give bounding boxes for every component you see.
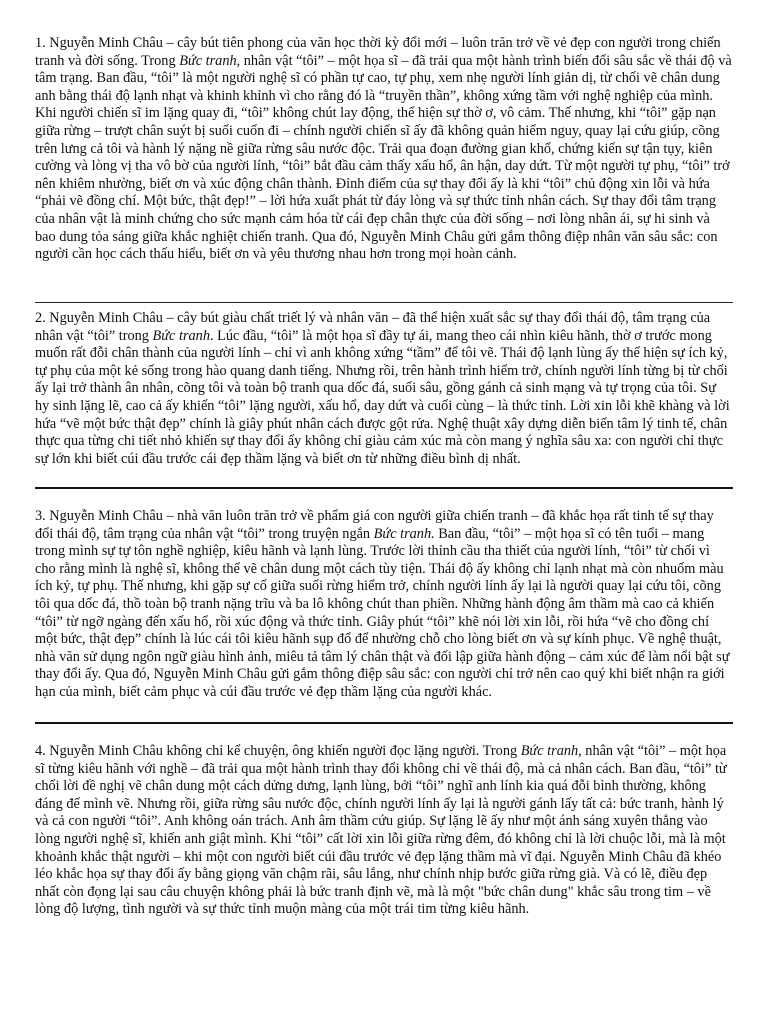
work-title: Bức tranh <box>179 52 237 69</box>
work-title: Bức tranh. <box>373 525 435 542</box>
paragraph-2-text-b: . Lúc đầu, “tôi” là một họa sĩ đầy tự ái, mang theo cái nhìn kiêu hãnh, thờ ơ trước mong muốn rất đỗi chân thành của người lính – chỉ vì anh không xứng “tầm” để tôi vẽ. Thái độ lạnh lùng ấy thể hiện sự ích kỷ, tự phụ của một kẻ sống trong hào quang danh tiếng. Nhưng rồi, trên hành trình hiểm trở, chính người lính từng bị từ chối ấy lại trở thành ân nhân, cõng tôi và toàn bộ tranh qua dốc đá, suối sâu, gồng gánh cả sinh mạng và tự trọng của tôi. Sự hy sinh lặng lẽ, cao cả ấy khiến “tôi” lặng người, xấu hổ, day dứt và cuối cùng – là thức tỉnh. Lời xin lỗi khẽ khàng và lời hứa “vẽ một bức thật đẹp” chính là giây phút nhân cách được gột rửa. Nghệ thuật xây dựng diễn biến tâm lý tinh tế, chân thực qua từng chi tiết nhỏ khiến sự thay đổi ấy không chỉ giàu cảm xúc mà còn mang ý nghĩa sâu xa: con người chỉ thực sự lớn khi biết cúi đầu trước cái đẹp thầm lặng và biết ơn từ những điều bình dị nhất. <box>35 327 730 467</box>
divider-2 <box>35 487 733 489</box>
divider-1 <box>35 302 733 303</box>
work-title: Bức tranh <box>152 327 210 344</box>
paragraph-3-text-b: Ban đầu, “tôi” – một họa sĩ có tên tuổi – mang trong mình sự tự tôn nghề nghiệp, kiêu hãnh và lạnh lùng. Trước lời thỉnh cầu tha thiết của người lính, “tôi” từ chối vì cho rằng mình là nghệ sĩ, không thể vẽ chân dung một cách tùy tiện. Thái độ ấy không chỉ lạnh nhạt mà còn nhuốm màu ích kỷ, tự phụ. Thế nhưng, khi gặp sự cố giữa suối rừng hiểm trở, chính người lính ấy lại là người quay lại cứu tôi, cõng tôi qua dốc đá, thồ toàn bộ tranh nặng trĩu và ba lô không chút than phiền. Những hành động âm thầm mà cao cả khiến “tôi” từ ngỡ ngàng đến xấu hổ, rồi xúc động và thức tỉnh. Giây phút “tôi” khẽ nói lời xin lỗi, rồi hứa “vẽ cho đồng chí một bức, thật đẹp” chính là lúc cái tôi kiêu hãnh sụp đổ để nhường chỗ cho lòng biết ơn và sự kính phục. Về nghệ thuật, nhà văn sử dụng ngôn ngữ giàu hình ảnh, miêu tả tâm lý chân thật và đối lập giữa hành động – cảm xúc để làm nổi bật sự thay đổi ấy. Qua đó, Nguyễn Minh Châu gửi gắm thông điệp sâu sắc: con người chỉ trở nên cao quý khi biết nhận ra giới hạn của mình, biết cảm phục và cúi đầu trước vẻ đẹp thầm lặng của người khác. <box>35 525 730 700</box>
paragraph-3 <box>35 508 733 702</box>
paragraph-4-text-a: 4. Nguyễn Minh Châu không chỉ kể chuyện, ông khiến người đọc lặng người. Trong <box>35 743 521 759</box>
paragraph-2-text-a: 2. Nguyễn Minh Châu – cây bút giàu chất triết lý và nhân văn – đã thể hiện xuất sắc sự thay đổi thái độ, tâm trạng của nhân vật “tôi” trong <box>35 310 711 344</box>
work-title: Bức tranh <box>520 743 579 759</box>
paragraph-3-text-a: 3. Nguyễn Minh Châu – nhà văn luôn trăn trở về phẩm giá con người giữa chiến tranh – đã khắc họa rất tinh tế sự thay đổi thái độ, tâm trạng của nhân vật “tôi” trong truyện ngắn <box>35 508 714 542</box>
paragraph-1-text-a: 1. Nguyễn Minh Châu – cây bút tiên phong của văn học thời kỳ đổi mới – luôn trăn trở về vẻ đẹp con người trong chiến tranh và đời sống. Trong <box>35 35 721 69</box>
paragraph-4 <box>35 743 733 919</box>
paragraph-4-text-b: , nhân vật “tôi” – một họa sĩ từng kiêu hãnh với nghề – đã trải qua một hành trình thay đổi không chỉ về thái độ, mà cả nhân cách. Ban đầu, “tôi” từ chối lời đề nghị vẽ chân dung một cách dửng dưng, lạnh lùng, bởi “tôi” nghĩ anh lính kia quá đỗi bình thường, không đáng để mình vẽ. Nhưng rồi, giữa rừng sâu nước độc, chính người lính ấy lại là người gánh lấy tất cả: bức tranh, hành lý và cả con người “tôi”. Anh không oán trách. Anh âm thầm cứu giúp. Sự lặng lẽ ấy như một ánh sáng xuyên thẳng vào lòng người nghệ sĩ, khiến anh giật mình. Khi “tôi” cất lời xin lỗi giữa rừng đêm, đó không chỉ là lời chuộc lỗi, mà là một khoảnh khắc thật người – khi một con người biết cúi đầu trước vẻ đẹp lặng thầm mà vĩ đại. Nguyễn Minh Châu đã khéo léo khắc họa sự thay đổi ấy bằng giọng văn chậm rãi, sâu lắng, như chính nhịp bước giữa rừng già. Và có lẽ, điều đẹp nhất còn đọng lại sau câu chuyện không phải là bức tranh định vẽ, mà là một "bức chân dung" khắc sâu trong tim – về lòng độ lượng, tình người và sự thức tỉnh muộn màng của một trái tim từng kiêu hãnh. <box>35 743 727 918</box>
paragraph-1 <box>35 35 733 264</box>
paragraph-2 <box>35 310 733 468</box>
paragraph-1-text-b: , nhân vật “tôi” – một họa sĩ – đã trải qua một hành trình biến đổi sâu sắc về thái độ và tâm trạng. Ban đầu, “tôi” là một người nghệ sĩ có phần tự cao, tự phụ, xem nhẹ người lính giản dị, từ chối vẽ chân dung anh bằng thái độ lạnh nhạt và khinh khỉnh vì cho rằng đó là “truyền thần”, không xứng tầm với nghệ nghiệp của mình. Khi người chiến sĩ im lặng quay đi, “tôi” không chút lay động, thể hiện sự thờ ơ, vô cảm. Thế nhưng, khi “tôi” gặp nạn giữa rừng – trượt chân suýt bị suối cuốn đi – chính người chiến sĩ ấy đã không quản hiểm nguy, quay lại cứu giúp, cõng trên lưng cả tôi và hành lý nặng nề giữa rừng sâu nước độc. Trải qua đoạn đường gian khổ, chứng kiến sự tận tụy, kiên cường và lòng vị tha vô bờ của người lính, “tôi” bắt đầu cảm thấy xấu hổ, ân hận, day dứt. Từ một người tự phụ, “tôi” trở nên khiêm nhường, biết ơn và xúc động chân thành. Đỉnh điểm của sự thay đổi ấy là khi “tôi” chủ động xin lỗi và hứa “phải vẽ đồng chí. Một bức, thật đẹp!” – lời hứa xuất phát từ đáy lòng và sự thức tỉnh nhân cách. Sự thay đổi tâm trạng của nhân vật là minh chứng cho sức mạnh cảm hóa từ cái đẹp chân thực của đời sống – nơi lòng nhân ái, sự hi sinh và bao dung tỏa sáng giữa khắc nghiệt chiến tranh. Qua đó, Nguyễn Minh Châu gửi gắm thông điệp nhân văn sâu sắc: con người cần học cách thấu hiểu, biết ơn và yêu thương nhau hơn trong mọi hoàn cảnh. <box>35 52 732 263</box>
divider-3 <box>35 722 733 724</box>
